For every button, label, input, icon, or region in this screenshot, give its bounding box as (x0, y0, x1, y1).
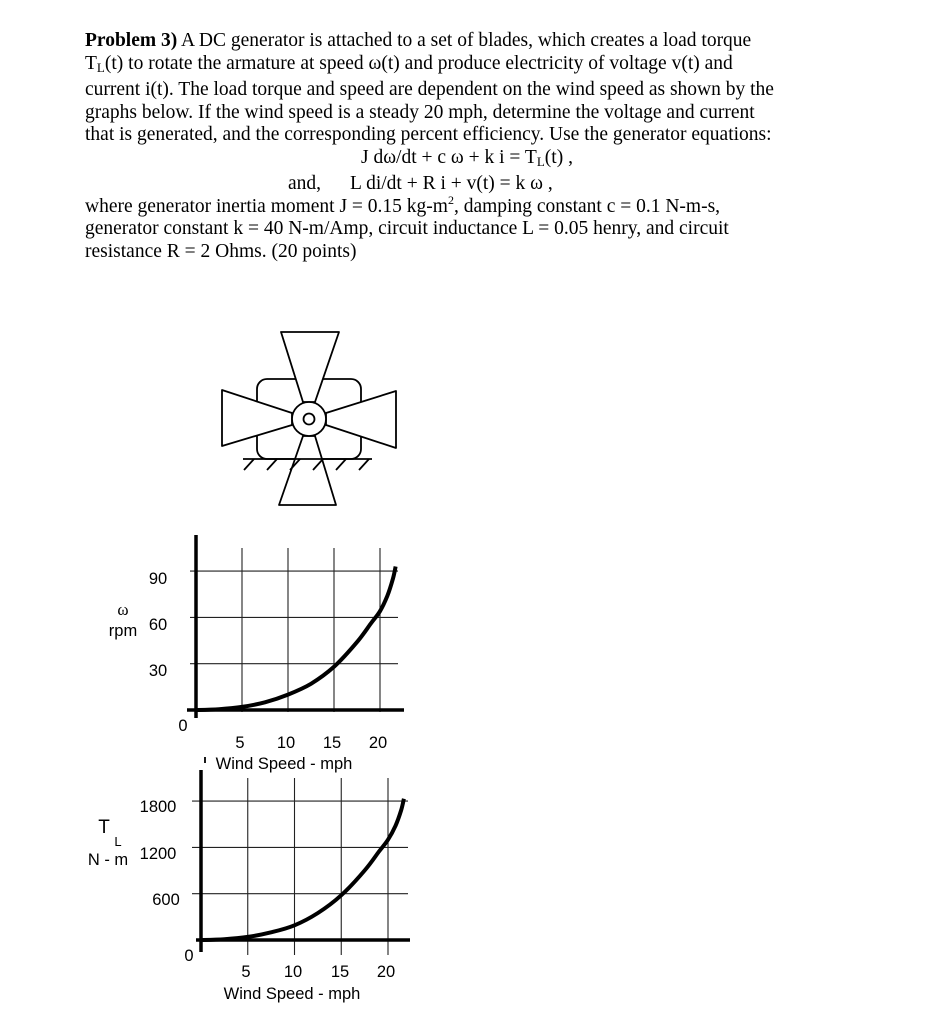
blade-top (281, 332, 339, 402)
blade-right (326, 391, 396, 448)
torque-x-tick-5: 5 (241, 963, 251, 981)
torque-x-axis-label: Wind Speed - mph (223, 985, 361, 1003)
omega-x-tick-5: 5 (235, 734, 245, 752)
omega-y-tick-30: 30 (148, 662, 168, 680)
blade-bottom (279, 436, 336, 505)
hub-outer (292, 402, 326, 436)
omega-y-axis-symbol: ω (117, 600, 129, 619)
problem-statement (85, 30, 915, 263)
problem-label: Problem 3) (85, 30, 178, 51)
params-line-2: generator constant k = 40 N-m/Amp, circuit inductance L = 0.05 henry, and circuit (85, 218, 729, 239)
problem-line-1: Problem 3) A DC generator is attached to a set of blades, which creates a load torque (85, 30, 752, 51)
omega-origin-label: 0 (178, 717, 188, 735)
torque-y-tick-1800: 1800 (139, 798, 177, 816)
omega-x-tick-20: 20 (368, 734, 388, 752)
omega-x-tick-10: 10 (276, 734, 296, 752)
torque-chart-grid (192, 778, 408, 955)
omega-y-tick-90: 90 (148, 570, 168, 588)
torque-origin-label: 0 (184, 947, 194, 965)
omega-y-tick-60: 60 (148, 616, 168, 634)
problem-line-2: $T_L(t)$ to rotate the armature at speed ω(t) and produce electricity of voltage v(t) and (85, 52, 733, 75)
omega-chart-grid (190, 548, 398, 712)
omega-x-axis-label: Wind Speed - mph (215, 755, 353, 773)
blade-left (222, 390, 292, 446)
equation-1: J dω/dt + c ω + k $i = T_L(t)$ , (361, 146, 573, 169)
params-line-3: resistance R = 2 Ohms. (20 points) (85, 240, 357, 262)
torque-y-axis-symbol: T (98, 817, 110, 838)
problem-line-4: graphs below. If the wind speed is a steady 20 mph, determine the voltage and current (85, 101, 755, 123)
torque-x-tick-15: 15 (330, 963, 350, 981)
equation-2: and, L di/dt + R i + v(t) = k ω , (288, 173, 553, 194)
hub-axle (304, 414, 315, 425)
generator-housing (257, 379, 361, 459)
torque-x-tick-10: 10 (283, 963, 303, 981)
problem-line-3: current i(t). The load torque and speed are dependent on the wind speed as shown by the (85, 79, 774, 100)
torque-x-tick-20: 20 (376, 963, 396, 981)
omega-x-tick-15: 15 (322, 734, 342, 752)
torque-curve (201, 799, 404, 940)
omega-y-axis-units: rpm (108, 622, 138, 640)
problem-line-5: that is generated, and the corresponding percent efficiency. Use the generator equations: (85, 124, 772, 145)
ground-hatch (244, 459, 369, 470)
torque-y-axis-subscript: L (114, 834, 122, 849)
omega-curve (196, 567, 396, 711)
torque-y-tick-1200: 1200 (139, 845, 177, 863)
torque-y-tick-600: 600 (152, 891, 180, 909)
params-line-1: where generator inertia moment J = 0.15 $kg-m^2$, damping constant c = 0.1 N-m-s, (85, 192, 721, 217)
torque-y-axis-units: N - m (87, 851, 129, 869)
